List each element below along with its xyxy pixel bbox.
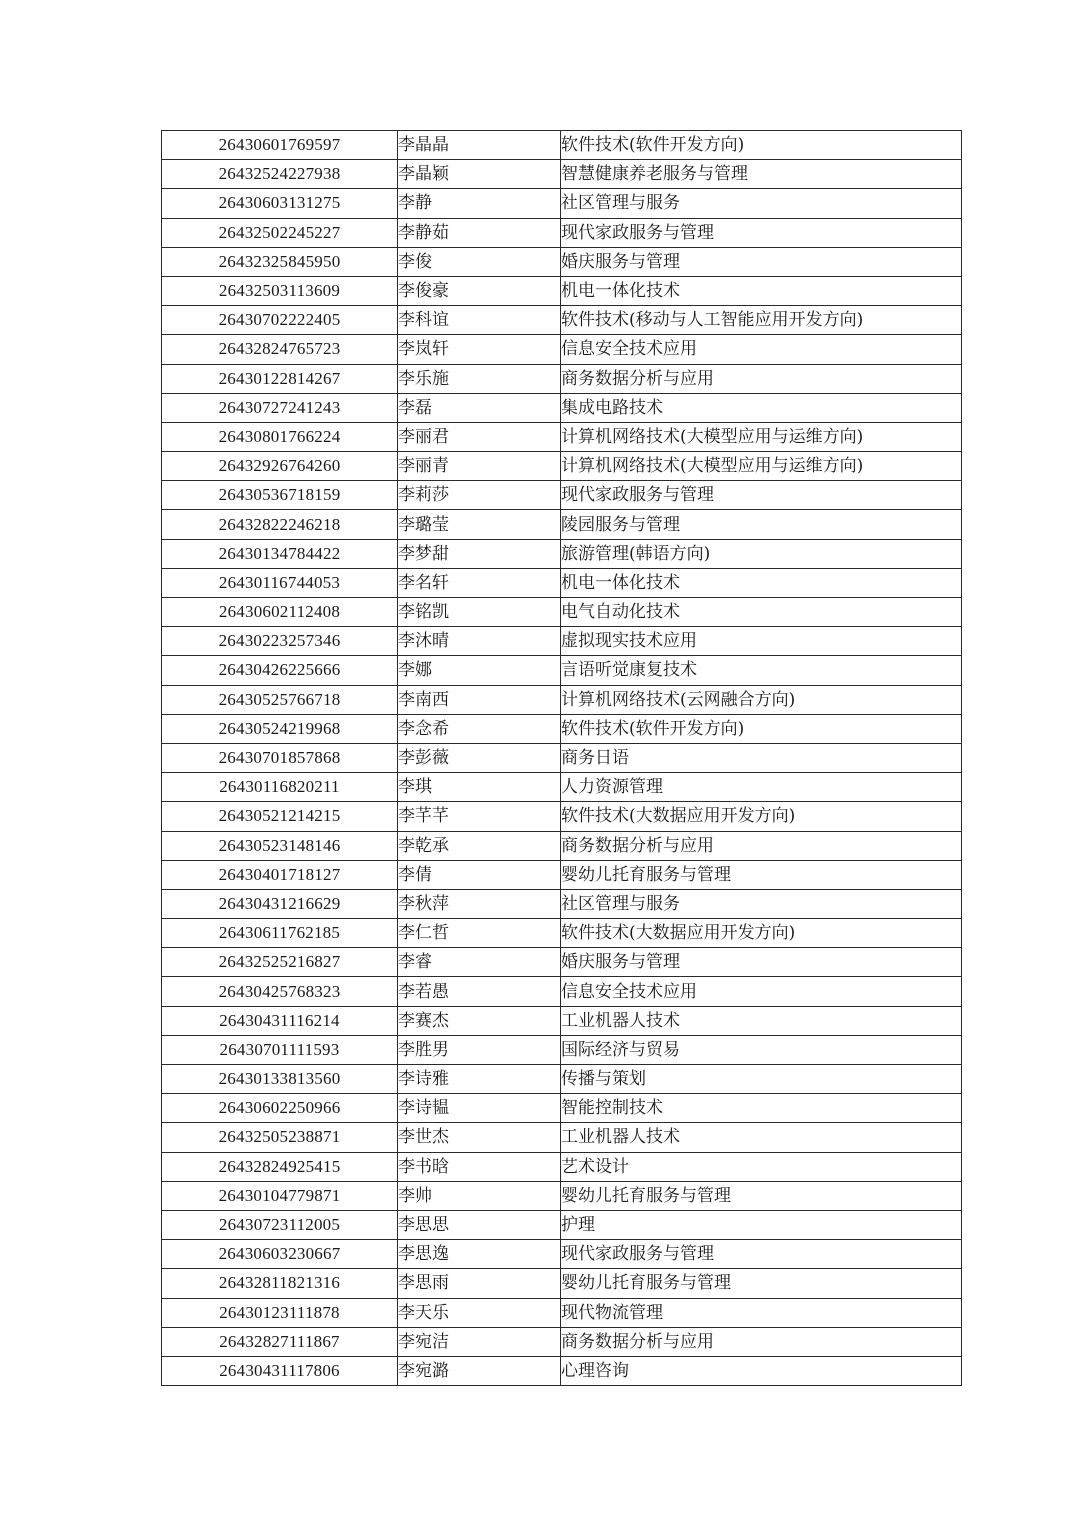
candidate-id-cell: 26430104779871 [162,1181,398,1210]
table-row [162,1181,962,1210]
candidate-id-cell: 26430723112005 [162,1210,398,1239]
student-name-cell: 李宛洁 [398,1327,561,1356]
candidate-id-cell: 26430701857868 [162,743,398,772]
major-cell: 国际经济与贸易 [561,1035,962,1064]
major-cell: 软件技术(移动与人工智能应用开发方向) [561,306,962,335]
candidate-id-cell: 26430603131275 [162,189,398,218]
candidate-id-cell: 26432811821316 [162,1269,398,1298]
student-name-cell: 李丽君 [398,422,561,451]
student-name-cell: 李仁哲 [398,919,561,948]
candidate-id-cell: 26430525766718 [162,685,398,714]
major-cell: 心理咨询 [561,1356,962,1385]
table-row [162,247,962,276]
student-name-cell: 李科谊 [398,306,561,335]
student-name-cell: 李帅 [398,1181,561,1210]
major-cell: 人力资源管理 [561,773,962,802]
major-cell: 现代家政服务与管理 [561,1240,962,1269]
table-row [162,306,962,335]
student-name-cell: 李琪 [398,773,561,802]
student-name-cell: 李天乐 [398,1298,561,1327]
student-name-cell: 李静茹 [398,218,561,247]
table-row [162,568,962,597]
student-name-cell: 李芊芊 [398,802,561,831]
candidate-id-cell: 26430524219968 [162,714,398,743]
student-name-cell: 李若愚 [398,977,561,1006]
candidate-id-cell: 26432827111867 [162,1327,398,1356]
table-row [162,481,962,510]
table-row [162,831,962,860]
major-cell: 商务日语 [561,743,962,772]
major-cell: 信息安全技术应用 [561,335,962,364]
student-name-cell: 李倩 [398,860,561,889]
table-row [162,1152,962,1181]
major-cell: 婚庆服务与管理 [561,948,962,977]
admission-list-table [161,130,962,1386]
table-row [162,948,962,977]
candidate-id-cell: 26430801766224 [162,422,398,451]
table-row [162,510,962,539]
student-name-cell: 李静 [398,189,561,218]
major-cell: 工业机器人技术 [561,1006,962,1035]
candidate-id-cell: 26432502245227 [162,218,398,247]
student-name-cell: 李铭凯 [398,598,561,627]
major-cell: 护理 [561,1210,962,1239]
table-row [162,1006,962,1035]
table-row [162,189,962,218]
candidate-id-cell: 26430701111593 [162,1035,398,1064]
major-cell: 商务数据分析与应用 [561,1327,962,1356]
student-name-cell: 李磊 [398,393,561,422]
student-name-cell: 李丽青 [398,452,561,481]
student-name-cell: 李名轩 [398,568,561,597]
table-row [162,364,962,393]
major-cell: 社区管理与服务 [561,189,962,218]
student-name-cell: 李彭薇 [398,743,561,772]
table-row [162,1327,962,1356]
candidate-id-cell: 26430116744053 [162,568,398,597]
candidate-id-cell: 26430431116214 [162,1006,398,1035]
table-row [162,919,962,948]
major-cell: 婴幼儿托育服务与管理 [561,1269,962,1298]
major-cell: 婴幼儿托育服务与管理 [561,1181,962,1210]
table-row [162,1123,962,1152]
student-name-cell: 李乾承 [398,831,561,860]
candidate-id-cell: 26430602250966 [162,1094,398,1123]
table-row [162,685,962,714]
table-row [162,452,962,481]
candidate-id-cell: 26430425768323 [162,977,398,1006]
student-name-cell: 李思雨 [398,1269,561,1298]
major-cell: 现代物流管理 [561,1298,962,1327]
major-cell: 智慧健康养老服务与管理 [561,160,962,189]
table-row [162,627,962,656]
student-name-cell: 李思逸 [398,1240,561,1269]
student-name-cell: 李诗韫 [398,1094,561,1123]
candidate-id-cell: 26430727241243 [162,393,398,422]
candidate-id-cell: 26432524227938 [162,160,398,189]
student-name-cell: 李世杰 [398,1123,561,1152]
candidate-id-cell: 26430122814267 [162,364,398,393]
table-row [162,889,962,918]
major-cell: 软件技术(软件开发方向) [561,131,962,160]
candidate-id-cell: 26430123111878 [162,1298,398,1327]
candidate-id-cell: 26430431216629 [162,889,398,918]
student-name-cell: 李南西 [398,685,561,714]
student-name-cell: 李胜男 [398,1035,561,1064]
candidate-id-cell: 26430602112408 [162,598,398,627]
candidate-id-cell: 26430223257346 [162,627,398,656]
candidate-id-cell: 26430116820211 [162,773,398,802]
candidate-id-cell: 26430401718127 [162,860,398,889]
student-name-cell: 李莉莎 [398,481,561,510]
table-row [162,218,962,247]
table-row [162,802,962,831]
table-row [162,1065,962,1094]
student-name-cell: 李俊 [398,247,561,276]
student-name-cell: 李娜 [398,656,561,685]
candidate-id-cell: 26430536718159 [162,481,398,510]
student-name-cell: 李俊豪 [398,276,561,305]
student-name-cell: 李沐晴 [398,627,561,656]
table-row [162,1269,962,1298]
student-name-cell: 李晶颖 [398,160,561,189]
major-cell: 传播与策划 [561,1065,962,1094]
student-name-cell: 李梦甜 [398,539,561,568]
table-row [162,773,962,802]
table-row [162,860,962,889]
student-name-cell: 李诗雅 [398,1065,561,1094]
major-cell: 软件技术(大数据应用开发方向) [561,802,962,831]
major-cell: 机电一体化技术 [561,276,962,305]
major-cell: 陵园服务与管理 [561,510,962,539]
major-cell: 计算机网络技术(云网融合方向) [561,685,962,714]
student-name-cell: 李思思 [398,1210,561,1239]
student-name-cell: 李璐莹 [398,510,561,539]
candidate-id-cell: 26432824765723 [162,335,398,364]
candidate-id-cell: 26432503113609 [162,276,398,305]
major-cell: 智能控制技术 [561,1094,962,1123]
major-cell: 虚拟现实技术应用 [561,627,962,656]
student-name-cell: 李赛杰 [398,1006,561,1035]
table-row [162,714,962,743]
student-name-cell: 李秋萍 [398,889,561,918]
candidate-id-cell: 26430603230667 [162,1240,398,1269]
table-row [162,977,962,1006]
major-cell: 言语听觉康复技术 [561,656,962,685]
candidate-id-cell: 26432824925415 [162,1152,398,1181]
table-row [162,1210,962,1239]
student-name-cell: 李晶晶 [398,131,561,160]
candidate-id-cell: 26430431117806 [162,1356,398,1385]
table-row [162,1298,962,1327]
major-cell: 计算机网络技术(大模型应用与运维方向) [561,452,962,481]
candidate-id-cell: 26432822246218 [162,510,398,539]
major-cell: 旅游管理(韩语方向) [561,539,962,568]
major-cell: 电气自动化技术 [561,598,962,627]
major-cell: 现代家政服务与管理 [561,218,962,247]
student-name-cell: 李书晗 [398,1152,561,1181]
major-cell: 工业机器人技术 [561,1123,962,1152]
major-cell: 计算机网络技术(大模型应用与运维方向) [561,422,962,451]
candidate-id-cell: 26430611762185 [162,919,398,948]
candidate-id-cell: 26430521214215 [162,802,398,831]
student-name-cell: 李宛潞 [398,1356,561,1385]
table-body [162,131,962,1386]
table-row [162,539,962,568]
candidate-id-cell: 26432926764260 [162,452,398,481]
student-name-cell: 李乐施 [398,364,561,393]
candidate-id-cell: 26432325845950 [162,247,398,276]
major-cell: 软件技术(大数据应用开发方向) [561,919,962,948]
major-cell: 信息安全技术应用 [561,977,962,1006]
major-cell: 婴幼儿托育服务与管理 [561,860,962,889]
major-cell: 社区管理与服务 [561,889,962,918]
table-row [162,598,962,627]
candidate-id-cell: 26430426225666 [162,656,398,685]
major-cell: 软件技术(软件开发方向) [561,714,962,743]
student-name-cell: 李念希 [398,714,561,743]
table-row [162,131,962,160]
table-row [162,335,962,364]
table-row [162,1356,962,1385]
candidate-id-cell: 26432505238871 [162,1123,398,1152]
candidate-id-cell: 26430601769597 [162,131,398,160]
table-row [162,1035,962,1064]
table-row [162,743,962,772]
major-cell: 集成电路技术 [561,393,962,422]
major-cell: 艺术设计 [561,1152,962,1181]
candidate-id-cell: 26430523148146 [162,831,398,860]
major-cell: 商务数据分析与应用 [561,831,962,860]
candidate-id-cell: 26430702222405 [162,306,398,335]
student-name-cell: 李岚轩 [398,335,561,364]
major-cell: 婚庆服务与管理 [561,247,962,276]
table-row [162,656,962,685]
table-row [162,1240,962,1269]
table-row [162,1094,962,1123]
table-row [162,422,962,451]
student-name-cell: 李睿 [398,948,561,977]
major-cell: 商务数据分析与应用 [561,364,962,393]
candidate-id-cell: 26432525216827 [162,948,398,977]
table-row [162,276,962,305]
candidate-id-cell: 26430134784422 [162,539,398,568]
major-cell: 机电一体化技术 [561,568,962,597]
major-cell: 现代家政服务与管理 [561,481,962,510]
candidate-id-cell: 26430133813560 [162,1065,398,1094]
table-row [162,393,962,422]
table-row [162,160,962,189]
